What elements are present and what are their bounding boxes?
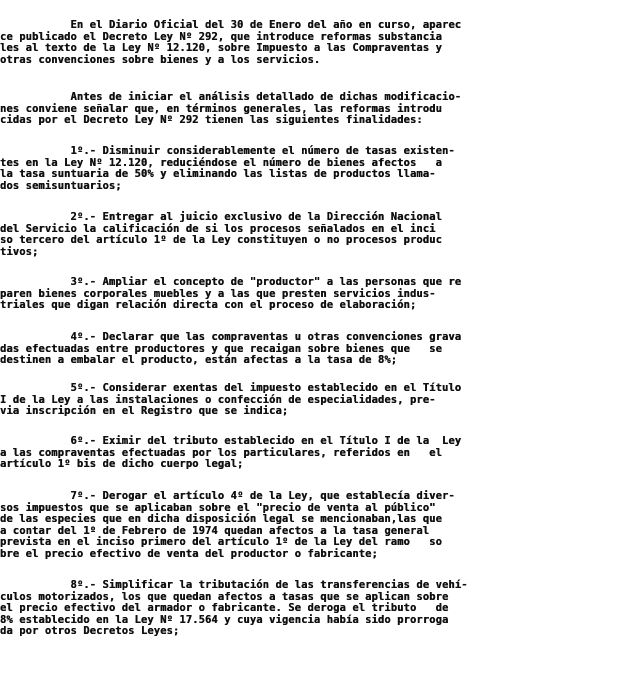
- text-line: sos impuestos que se aplicaban sobre el "precio de venta al público": [0, 501, 436, 514]
- text-line: 4º.- Declarar que las compraventas u otras convenciones grava: [0, 331, 462, 343]
- text-line: artículo 1º bis de dicho cuerpo legal;: [0, 458, 244, 471]
- text-line: das efectuadas entre productores y que recaigan sobre bienes que se: [0, 342, 442, 355]
- text-line: a contar del 1º de Febrero de 1974 quedan afectos a la tasa general: [0, 524, 430, 537]
- text-line: culos motorizados, los que quedan afectos a tasas que se aplican sobre: [0, 590, 449, 603]
- text-line: de las especies que en dicha disposición legal se mencionaban,las que: [0, 513, 442, 526]
- text-line: les al texto de la Ley Nº 12.120, sobre Impuesto a las Compraventas y: [0, 42, 442, 55]
- text-line: 1º.- Disminuir considerablemente el número de tasas existen-: [0, 145, 455, 157]
- paragraph-item-8: [0, 580, 642, 638]
- paragraph-item-2: [0, 212, 642, 258]
- text-line: 8% establecido en la Ley Nº 17.564 y cuya vigencia había sido prorroga: [0, 613, 449, 626]
- paragraph-item-3: [0, 277, 642, 312]
- text-line: bre el precio efectivo de venta del productor o fabricante;: [0, 547, 378, 560]
- text-line: el precio efectivo del armador o fabricante. Se deroga el tributo de: [0, 602, 449, 615]
- text-line: prevista en el inciso primero del artículo 1º de la Ley del ramo so: [0, 536, 442, 549]
- text-line: 3º.- Ampliar el concepto de "productor" a las personas que re: [0, 276, 462, 288]
- text-line: destinen a embalar el producto, están afectas a la tasa de 8%;: [0, 354, 398, 367]
- text-line: otras convenciones sobre bienes y a los servicios.: [0, 53, 321, 66]
- text-line: 6º.- Eximir del tributo establecido en el Título I de la Ley: [0, 435, 462, 447]
- text-line: paren bienes corporales muebles y a las que presten servicios indus-: [0, 287, 436, 300]
- paragraph-item-4: [0, 332, 642, 367]
- text-line: so tercero del artículo 1º de la Ley constituyen o no procesos produc: [0, 234, 442, 247]
- text-line: 7º.- Derogar el artículo 4º de la Ley, que establecía diver-: [0, 490, 455, 502]
- text-line: del Servicio la calificación de si los procesos señalados en el inci: [0, 222, 436, 235]
- text-line: ce publicado el Decreto Ley Nº 292, que introduce reformas substancia: [0, 30, 442, 43]
- text-line: tivos;: [0, 245, 39, 258]
- paragraph-item-1: [0, 146, 642, 192]
- paragraph-item-6: [0, 436, 642, 471]
- text-line: cidas por el Decreto Ley Nº 292 tienen las siguientes finalidades:: [0, 114, 423, 127]
- text-line: I de la Ley a las instalaciones o confección de especialidades, pre-: [0, 393, 436, 406]
- paragraph-item-7: [0, 491, 642, 561]
- text-line: 5º.- Considerar exentas del impuesto establecido en el Título: [0, 382, 462, 394]
- text-line: a las compraventas efectuadas por los particulares, referidos en el: [0, 446, 442, 459]
- text-line: da por otros Decretos Leyes;: [0, 625, 180, 638]
- text-line: la tasa suntuaria de 50% y eliminando las listas de productos llama-: [0, 168, 436, 181]
- text-line: dos semisuntuarios;: [0, 179, 122, 192]
- text-line: via inscripción en el Registro que se indica;: [0, 405, 289, 418]
- text-line: Antes de iniciar el análisis detallado de dichas modificacio-: [0, 91, 462, 103]
- text-line: En el Diario Oficial del 30 de Enero del año en curso, aparec: [0, 19, 462, 31]
- text-line: 8º.- Simplificar la tributación de las transferencias de vehí-: [0, 579, 468, 591]
- paragraph-item-5: [0, 383, 642, 418]
- text-line: 2º.- Entregar al juicio exclusivo de la Dirección Nacional: [0, 211, 442, 223]
- text-line: triales que digan relación directa con el proceso de elaboración;: [0, 299, 417, 312]
- text-line: nes conviene señalar que, en términos generales, las reformas introdu: [0, 102, 442, 115]
- paragraph-preface: [0, 92, 642, 127]
- paragraph-intro: [0, 20, 642, 66]
- text-line: tes en la Ley Nº 12.120, reduciéndose el número de bienes afectos a: [0, 156, 442, 169]
